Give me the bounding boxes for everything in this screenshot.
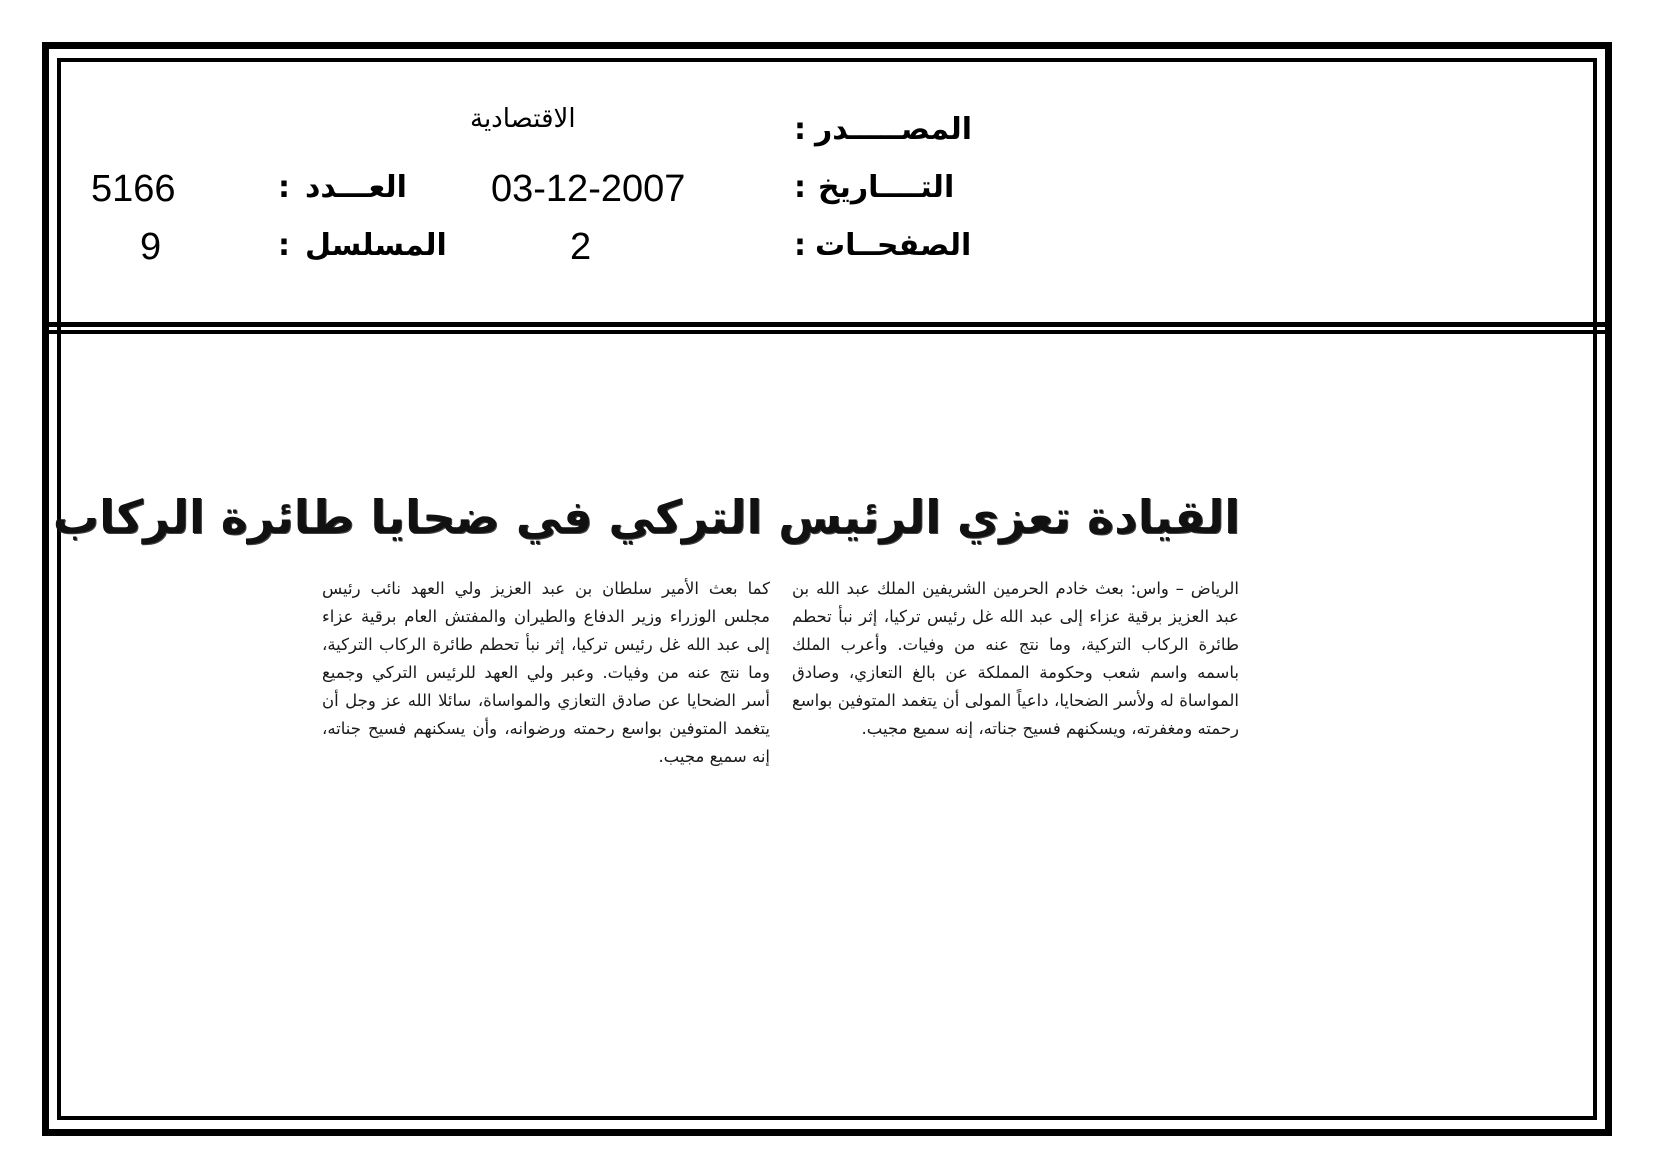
pages-label: الصفحــات bbox=[815, 228, 972, 263]
pages-value: 2 bbox=[570, 226, 592, 268]
issue-colon: : bbox=[278, 170, 290, 205]
serial-label: المسلسل bbox=[305, 228, 447, 263]
article-column-right: الرياض – واس: بعث خادم الحرمين الشريفين الملك عبد الله بن عبد العزيز برقية عزاء إلى عبد الله غل رئيس تركيا، إثر نبأ تحطم طائرة الركاب التركية، وما نتج عنه من وفيات. وأعرب الملك باسمه واسم شعب وحكومة المملكة عن بالغ التعازي، وصادق المواساة له ولأسر الضحايا، داعياً المولى أن يتغمد المتوفين بواسع رحمته ومغفرته، ويسكنهم فسيح جناته، إنه سميع مجيب. bbox=[792, 579, 1239, 738]
source-colon: : bbox=[794, 112, 806, 147]
header-divider bbox=[42, 322, 1612, 334]
issue-label: العـــدد bbox=[305, 170, 407, 205]
source-label: المصـــــدر bbox=[815, 112, 973, 147]
article-headline: القيادة تعزي الرئيس التركي في ضحايا طائرة الركاب bbox=[52, 490, 1240, 544]
date-label: التــــاريخ bbox=[818, 170, 955, 205]
source-value: الاقتصادية bbox=[470, 104, 576, 134]
pages-colon: : bbox=[794, 228, 806, 263]
serial-colon: : bbox=[278, 228, 290, 263]
serial-value: 9 bbox=[140, 226, 162, 268]
article-column-left: كما بعث الأمير سلطان بن عبد العزيز ولي العهد نائب رئيس مجلس الوزراء وزير الدفاع والطيران والمفتش العام برقية عزاء إلى عبد الله غل رئيس تركيا، إثر نبأ تحطم طائرة الركاب التركية، وما نتج عنه من وفيات. وعبر ولي العهد للرئيس التركي وجميع أسر الضحايا عن صادق التعازي والمواساة، سائلا الله عز وجل أن يتغمد المتوفين بواسع رحمته ورضوانه، وأن يسكنهم فسيح جناته، إنه سميع مجيب. bbox=[322, 579, 770, 766]
date-colon: : bbox=[794, 170, 806, 205]
issue-value: 5166 bbox=[91, 168, 176, 210]
date-value: 03-12-2007 bbox=[491, 168, 686, 210]
